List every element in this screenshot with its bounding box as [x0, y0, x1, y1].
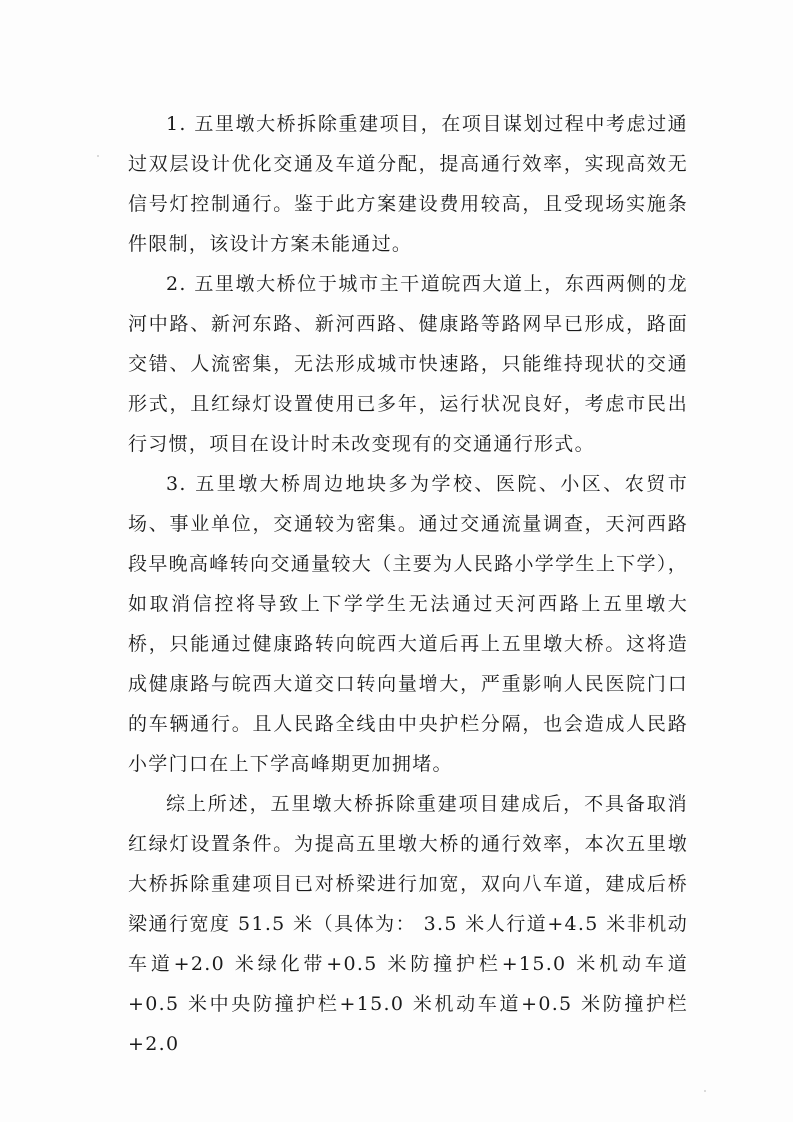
document-body — [128, 104, 688, 1064]
scan-speck — [704, 1090, 706, 1092]
paragraph-summary: 综上所述，五里墩大桥拆除重建项目建成后，不具备取消红绿灯设置条件。为提高五里墩大桥的通行效率，本次五里墩大桥拆除重建项目已对桥梁进行加宽，双向八车道，建成后桥梁通行宽度 51.5 米（具体为： 3.5 米人行道+4.5 米非机动车道+2.0 米绿化带+0.5 米防撞护栏+15.0 米机动车道+0.5 米中央防撞护栏+15.0 米机动车道+0.5 米防撞护栏+2.0 — [128, 793, 688, 1055]
paragraph-1: 1. 五里墩大桥拆除重建项目，在项目谋划过程中考虑过通过双层设计优化交通及车道分配，提高通行效率，实现高效无信号灯控制通行。鉴于此方案建设费用较高，且受现场实施条件限制，该设计方案未能通过。 — [128, 113, 688, 255]
paragraph-2: 2. 五里墩大桥位于城市主干道皖西大道上，东西两侧的龙河中路、新河东路、新河西路、健康路等路网早已形成，路面交错、人流密集，无法形成城市快速路，只能维持现状的交通形式，且红绿灯设置使用已多年，运行状况良好，考虑市民出行习惯，项目在设计时未改变现有的交通通行形式。 — [128, 273, 688, 455]
scan-speck — [97, 155, 99, 157]
paragraph-3: 3. 五里墩大桥周边地块多为学校、医院、小区、农贸市场、事业单位，交通较为密集。通过交通流量调查，天河西路段早晚高峰转向交通量较大（主要为人民路小学学生上下学），如取消信控将导致上下学学生无法通过天河西路上五里墩大桥，只能通过健康路转向皖西大道后再上五里墩大桥。这将造成健康路与皖西大道交口转向量增大，严重影响人民医院门口的车辆通行。且人民路全线由中央护栏分隔，也会造成人民路小学门口在上下学高峰期更加拥堵。 — [128, 473, 688, 775]
